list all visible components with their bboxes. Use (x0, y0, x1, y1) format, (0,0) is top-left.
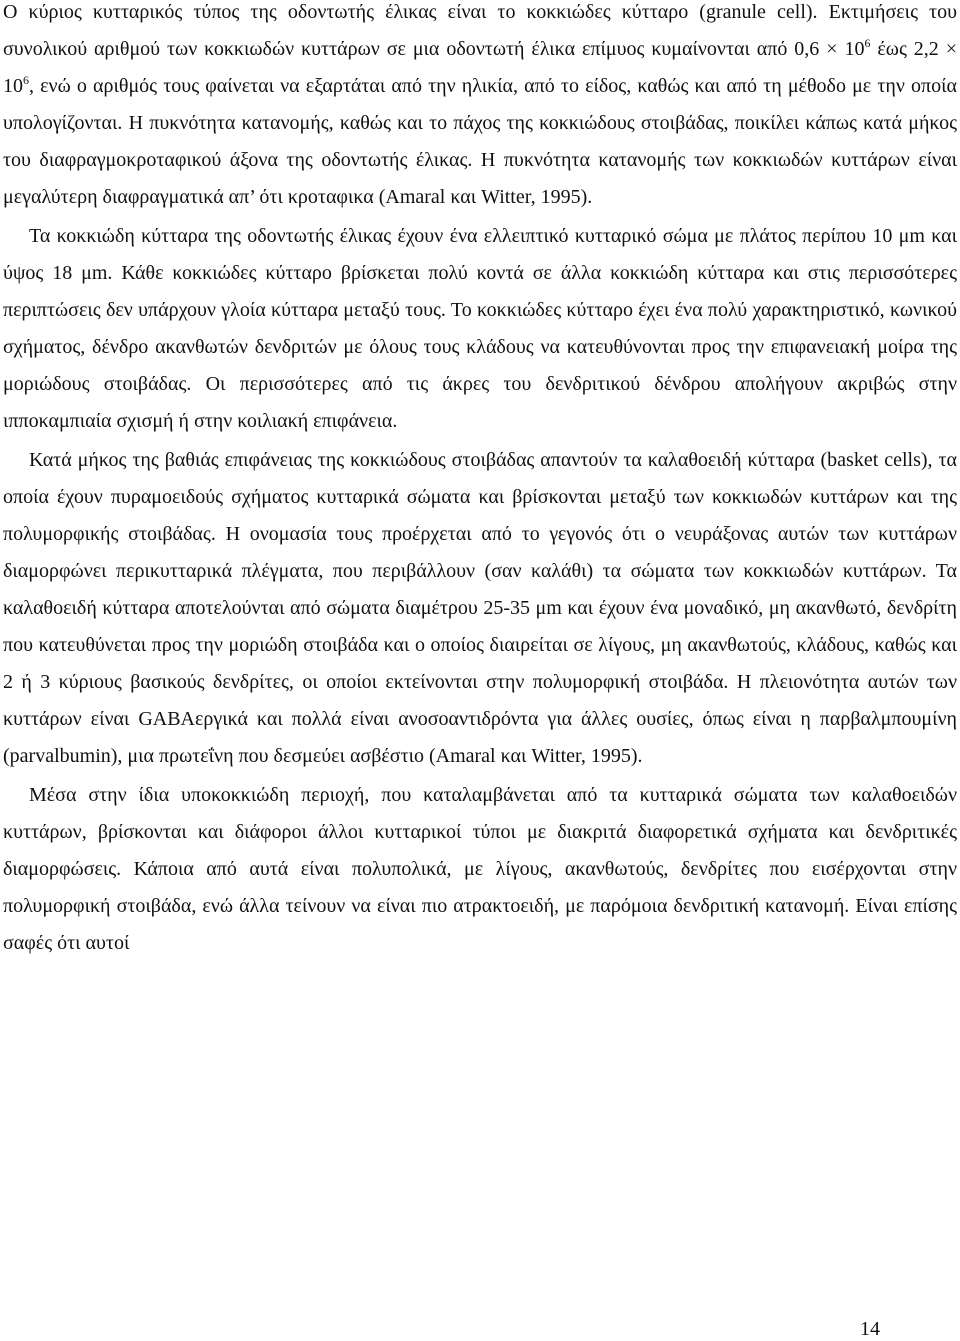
paragraph-basket-cells: Κατά μήκος της βαθιάς επιφάνειας της κοκκιώδους στοιβάδας απαντούν τα καλαθοειδή κύτταρα (basket cells), τα οποία έχουν πυραμοειδούς σχήματος κυτταρικά σώματα και βρίσκονται μεταξύ των κοκκιωδών κυττάρων και της πολυμορφικής στοιβάδας. Η ονομασία τους προέρχεται από το γεγονός ότι ο νευράξονας αυτών των κυττάρων διαμορφώνει περικυτταρικά πλέγματα, που περιβάλλουν (σαν καλάθι) τα σώματα των κοκκιωδών κυττάρων. Τα καλαθοειδή κύτταρα αποτελούνται από σώματα διαμέτρου 25-35 μm και έχουν ένα μοναδικό, μη ακανθωτό, δενδρίτη που κατευθύνεται προς την μοριώδη στοιβάδα και ο οποίος διαιρείται σε λίγους, μη ακανθωτούς, κλάδους, καθώς και 2 ή 3 κύριους βασικούς δενδρίτες, οι οποίοι εκτείνονται στην πολυμορφική στοιβάδα. Η πλειονότητα αυτών των κυττάρων είναι GABAεργικά και πολλά είναι ανοσοαντιδρόντα για άλλες ουσίες, όπως είναι η παρβαλμπουμίνη (parvalbumin), μια πρωτεΐνη που δεσμεύει ασβέστιο (Amaral και Witter, 1995). (3, 449, 957, 767)
page-number: 14 (860, 1318, 880, 1340)
paragraph-1-text-b: έως 2,2 × 10 (3, 38, 957, 97)
paragraph-1-text-a: Ο κύριος κυτταρικός τύπος της οδοντωτής έλικας είναι το κοκκιώδες κύτταρο (granule cell). Εκτιμήσεις του συνολικού αριθμού των κοκκιωδών κυττάρων σε μια οδοντωτή έλικα επίμυος κυμαίνονται από 0,6 × 10 (3, 1, 957, 60)
paragraph-subgranular-zone: Μέσα στην ίδια υποκοκκιώδη περιοχή, που καταλαμβάνεται από τα κυτταρικά σώματα των καλαθοειδών κυττάρων, βρίσκονται και διάφοροι άλλοι κυτταρικοί τύποι με διακριτά διαφορετικά σχήματα και δενδριτικές διαμορφώσεις. Κάποια από αυτά είναι πολυπολικά, με λίγους, ακανθωτούς, δενδρίτες που εισέρχονται στην πολυμορφική στοιβάδα, ενώ άλλα τείνουν να είναι πιο ατρακτοειδή, με παρόμοια δενδριτική κατανομή. Είναι επίσης σαφές ότι αυτοί (3, 784, 957, 954)
paragraph-1-text-c: , ενώ ο αριθμός τους φαίνεται να εξαρτάται από την ηλικία, από το είδος, καθώς και από τη μέθοδο με την οποία υπολογίζονται. Η πυκνότητα κατανομής, καθώς και το πάχος της κοκκιώδους στοιβάδας, ποικίλει κάπως κατά μήκος του διαφραγμοκροταφικού άξονα της οδοντωτής έλικας. Η πυκνότητα κατανομής των κοκκιωδών κυττάρων είναι μεγαλύτερη διαφραγματικά απ’ ότι κροταφικα (Amaral και Witter, 1995). (3, 75, 957, 208)
paragraph-granule-cell-morphology: Τα κοκκιώδη κύτταρα της οδοντωτής έλικας έχουν ένα ελλειπτικό κυτταρικό σώμα με πλάτος περίπου 10 μm και ύψος 18 μm. Κάθε κοκκιώδες κύτταρο βρίσκεται πολύ κοντά σε άλλα κοκκιώδη κύτταρα και στις περισσότερες περιπτώσεις δεν υπάρχουν γλοία κύτταρα μεταξύ τους. Το κοκκιώδες κύτταρο έχει ένα πολύ χαρακτηριστικό, κωνικού σχήματος, δένδρο ακανθωτών δενδριτών με όλους τους κλάδους να κατευθύνονται προς την επιφανειακή μοίρα της μοριώδους στοιβάδας. Οι περισσότερες από τις άκρες του δενδριτικού δένδρου απολήγουν ακριβώς στην ιπποκαμπιαία σχισμή ή στην κοιλιακή επιφάνεια. (3, 225, 957, 432)
exponent: 6 (864, 36, 871, 50)
exponent: 6 (23, 73, 29, 87)
paragraph-granule-cells-count (3, 0, 957, 216)
body-text (3, 0, 957, 962)
